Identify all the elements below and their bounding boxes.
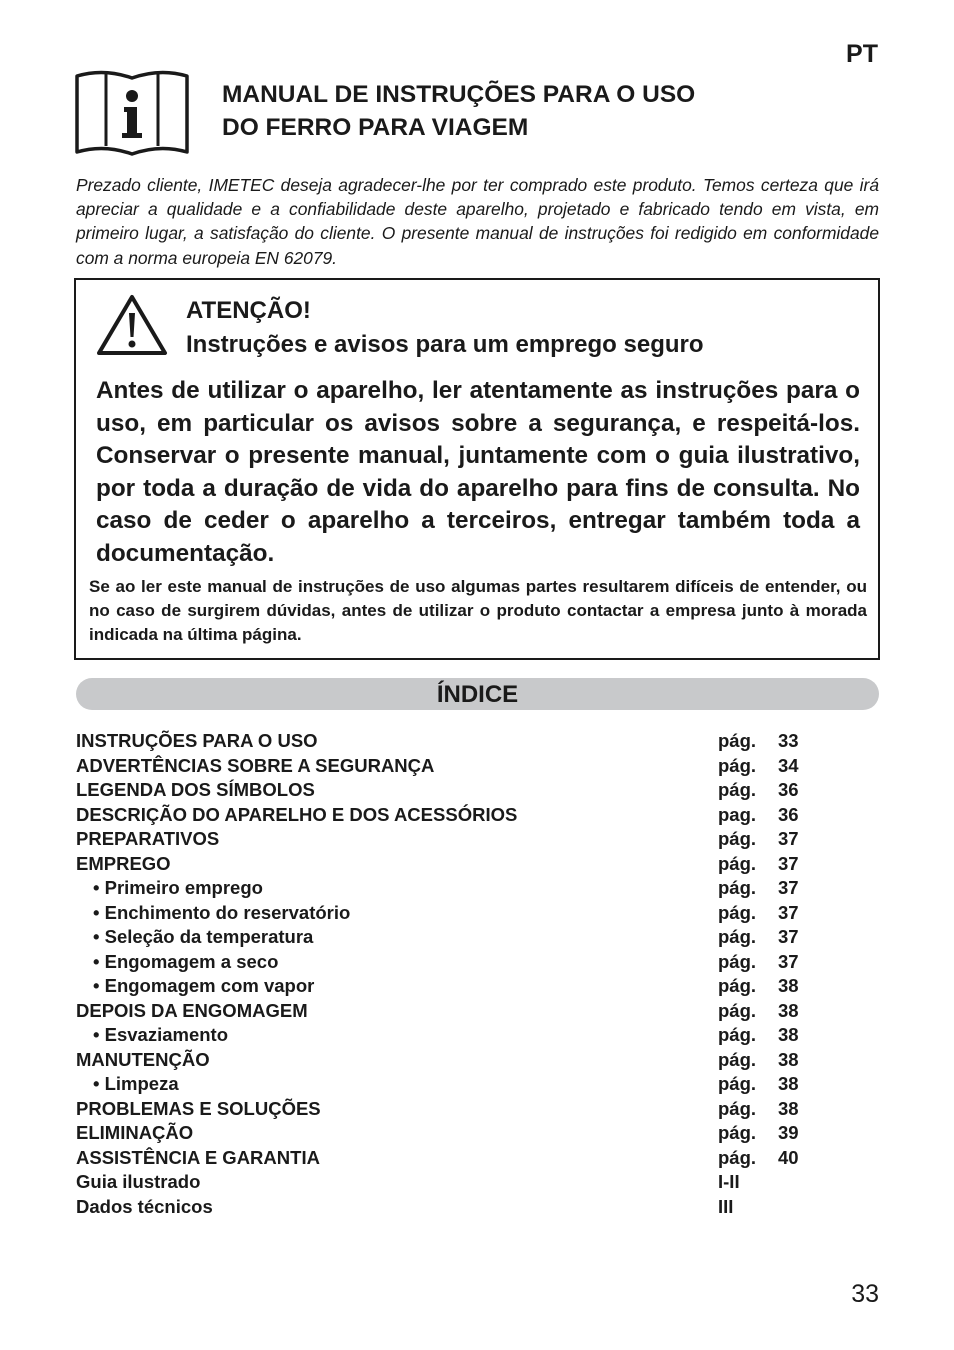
toc-entry-page-label: pág. bbox=[718, 999, 757, 1021]
toc-entry bbox=[76, 1048, 816, 1073]
toc-entry-page-label: pág. bbox=[718, 975, 757, 996]
toc-entry bbox=[76, 852, 816, 877]
warning-triangle-icon bbox=[96, 293, 168, 357]
toc-entry bbox=[76, 950, 816, 975]
toc-entry-title: INSTRUÇÕES PARA O USO bbox=[76, 730, 318, 751]
table-of-contents bbox=[76, 729, 816, 1219]
toc-entry-page-number: 40 bbox=[778, 1146, 799, 1168]
index-title-bar bbox=[76, 678, 879, 710]
toc-entry-page-label: pág. bbox=[718, 950, 757, 972]
title-line-2: DO FERRO PARA VIAGEM bbox=[222, 114, 529, 141]
toc-entry-page-label: pág. bbox=[718, 828, 757, 849]
toc-entry-page-label: pág. bbox=[718, 926, 757, 947]
toc-entry bbox=[76, 803, 816, 828]
toc-entry-page-label: pág. bbox=[718, 901, 757, 923]
toc-entry bbox=[76, 1072, 816, 1097]
language-code: PT bbox=[846, 40, 878, 68]
toc-entry-title: LEGENDA DOS SÍMBOLOS bbox=[76, 779, 315, 800]
title-line-1: MANUAL DE INSTRUÇÕES PARA O USO bbox=[222, 81, 696, 108]
toc-entry-page-number: 33 bbox=[778, 730, 799, 751]
toc-entry-title: Dados técnicos bbox=[76, 1195, 213, 1217]
toc-entry-title: • Primeiro emprego bbox=[93, 877, 263, 898]
toc-entry-page-number: 38 bbox=[778, 1097, 799, 1119]
toc-entry bbox=[76, 999, 816, 1024]
toc-entry-page-number: 38 bbox=[778, 1073, 799, 1094]
toc-entry-page-label: pág. bbox=[718, 1097, 757, 1119]
toc-entry-page-number: 34 bbox=[778, 754, 799, 776]
toc-entry-title: Guia ilustrado bbox=[76, 1171, 201, 1192]
toc-entry-title: • Engomagem com vapor bbox=[93, 975, 315, 996]
toc-entry-page-label: pag. bbox=[718, 803, 757, 825]
toc-entry-title: • Limpeza bbox=[93, 1073, 179, 1094]
toc-entry-title: EMPREGO bbox=[76, 852, 171, 874]
toc-entry bbox=[76, 1195, 816, 1220]
toc-entry bbox=[76, 754, 816, 779]
toc-entry-title: DEPOIS DA ENGOMAGEM bbox=[76, 999, 308, 1021]
toc-entry-page-label: pág. bbox=[718, 1048, 757, 1070]
intro-paragraph: Prezado cliente, IMETEC deseja agradecer-lhe por ter comprado este produto. Temos certeza que irá apreciar a qualidade e a confiabilidade deste aparelho, projetado e fabricado tendo em vista, em primeiro lugar, a satisfação do cliente. O presente manual de instruções foi redigido em conformidade com a norma europeia EN 62079. bbox=[76, 175, 879, 268]
toc-entry-page-number: 38 bbox=[778, 1024, 799, 1045]
toc-entry-page-label: pág. bbox=[718, 1073, 757, 1094]
toc-entry bbox=[76, 974, 816, 999]
warning-heading bbox=[186, 294, 704, 362]
warning-subtitle: Instruções e avisos para um emprego seguro bbox=[186, 331, 704, 358]
toc-entry-page-label: III bbox=[718, 1195, 734, 1217]
toc-entry bbox=[76, 1121, 816, 1146]
toc-entry-page-number: 37 bbox=[778, 877, 799, 898]
page-title bbox=[222, 78, 695, 144]
toc-entry bbox=[76, 778, 816, 803]
toc-entry bbox=[76, 729, 816, 754]
info-book-icon bbox=[74, 68, 190, 156]
toc-entry-page-label: pág. bbox=[718, 1122, 757, 1143]
toc-entry-page-number: 37 bbox=[778, 852, 799, 874]
toc-entry-title: • Engomagem a seco bbox=[93, 950, 279, 972]
toc-entry-page-number: 37 bbox=[778, 926, 799, 947]
toc-entry-page-label: pág. bbox=[718, 1024, 757, 1045]
index-title: ÍNDICE bbox=[436, 681, 519, 708]
toc-entry bbox=[76, 1146, 816, 1171]
toc-entry-page-number: 38 bbox=[778, 975, 799, 996]
toc-entry-title: ADVERTÊNCIAS SOBRE A SEGURANÇA bbox=[76, 754, 435, 776]
toc-entry-page-label: pág. bbox=[718, 754, 757, 776]
warning-box bbox=[74, 278, 880, 660]
toc-entry bbox=[76, 1170, 816, 1195]
toc-entry bbox=[76, 901, 816, 926]
toc-entry-title: ELIMINAÇÃO bbox=[76, 1122, 194, 1143]
toc-entry-page-label: I-II bbox=[718, 1171, 740, 1192]
toc-entry-page-number: 38 bbox=[778, 1048, 799, 1070]
toc-entry-page-number: 36 bbox=[778, 779, 799, 800]
toc-entry-page-number: 39 bbox=[778, 1122, 799, 1143]
toc-entry-page-number: 36 bbox=[778, 803, 799, 825]
toc-entry-title: • Enchimento do reservatório bbox=[93, 901, 351, 923]
toc-entry bbox=[76, 1097, 816, 1122]
toc-entry-title: PROBLEMAS E SOLUÇÕES bbox=[76, 1097, 321, 1119]
toc-entry-page-label: pág. bbox=[718, 1146, 757, 1168]
toc-entry bbox=[76, 876, 816, 901]
toc-entry-page-label: pág. bbox=[718, 730, 757, 751]
warning-note-text: Se ao ler este manual de instruções de uso algumas partes resultarem difíceis de entender, ou no caso de surgirem dúvidas, antes de utilizar o produto contactar a empresa junto à morada indicada na última página. bbox=[89, 577, 867, 645]
toc-entry bbox=[76, 925, 816, 950]
toc-entry-title: • Seleção da temperatura bbox=[93, 926, 314, 947]
toc-entry-page-number: 37 bbox=[778, 901, 799, 923]
toc-entry-title: ASSISTÊNCIA E GARANTIA bbox=[76, 1146, 320, 1168]
toc-entry bbox=[76, 1023, 816, 1048]
toc-entry-page-label: pág. bbox=[718, 779, 757, 800]
toc-entry-page-label: pág. bbox=[718, 852, 757, 874]
warning-main-text: Antes de utilizar o aparelho, ler atentamente as instruções para o uso, em particular os avisos sobre a segurança, e respeitá-los. Conservar o presente manual, juntamente com o guia ilustrativo, por toda a duração de vida do aparelho para fins de consulta. No caso de ceder o aparelho a terceiros, entregar também toda a documentação. bbox=[96, 377, 860, 567]
toc-entry-title: • Esvaziamento bbox=[93, 1024, 229, 1045]
toc-entry bbox=[76, 827, 816, 852]
warning-title: ATENÇÃO! bbox=[186, 297, 311, 324]
toc-entry-page-number: 37 bbox=[778, 950, 799, 972]
toc-entry-page-number: 37 bbox=[778, 828, 799, 849]
page-number: 33 bbox=[851, 1280, 879, 1308]
toc-entry-title: DESCRIÇÃO DO APARELHO E DOS ACESSÓRIOS bbox=[76, 803, 518, 825]
toc-entry-page-label: pág. bbox=[718, 877, 757, 898]
toc-entry-title: MANUTENÇÃO bbox=[76, 1048, 210, 1070]
toc-entry-title: PREPARATIVOS bbox=[76, 828, 220, 849]
toc-entry-page-number: 38 bbox=[778, 999, 799, 1021]
